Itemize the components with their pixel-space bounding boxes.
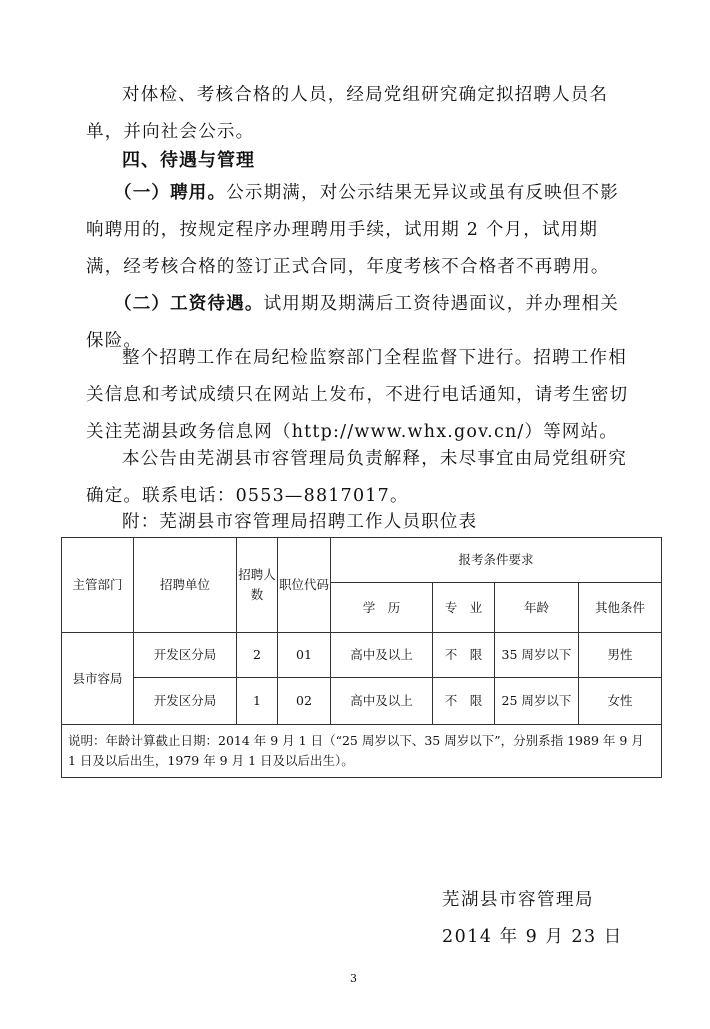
code-cell: 02: [278, 678, 331, 725]
page-number: 3: [350, 972, 357, 985]
age-cell: 35 周岁以下: [495, 633, 579, 678]
table-row: [62, 633, 662, 678]
paragraph-salary: （二）工资待遇。试用期及期满后工资待遇面议，并办理相关保险。: [86, 294, 619, 351]
signature-org: 芜湖县市容管理局: [442, 890, 594, 910]
other-cell: 女性: [579, 678, 662, 725]
code-cell: 01: [278, 633, 331, 678]
table-note: 说明：年龄计算截止日期：2014 年 9 月 1 日（“25 周岁以下、35 周岁以下”，分别系指 1989 年 9 月 1 日及以后出生，1979 年 9 月 1 日及以后出生）。: [62, 725, 662, 778]
paragraph-employment: （一）聘用。公示期满，对公示结果无异议或虽有反映但不影响聘用的，按规定程序办理聘用手续，试用期 2 个月，试用期满，经考核合格的签订正式合同，年度考核不合格者不再聘用。: [86, 183, 619, 277]
paragraph-interpretation: 本公告由芜湖县市容管理局负责解释，未尽事宜由局党组研究确定。联系电话：0553—8817017。: [86, 449, 627, 506]
age-cell: 25 周岁以下: [495, 678, 579, 725]
major-cell: 不 限: [433, 678, 495, 725]
table-row: [62, 678, 662, 725]
header-dept: 主管部门: [62, 538, 134, 633]
count-cell: 1: [237, 678, 278, 725]
signature-date: 2014 年 9 月 23 日: [442, 927, 623, 947]
header-unit: 招聘单位: [134, 538, 237, 633]
other-cell: 男性: [579, 633, 662, 678]
count-cell: 2: [237, 633, 278, 678]
dept-cell: 县市容局: [62, 633, 134, 725]
employment-label: （一）聘用。: [114, 183, 227, 203]
header-requirements: 报考条件要求: [331, 538, 662, 583]
header-code: 职位代码: [278, 538, 331, 633]
major-cell: 不 限: [433, 633, 495, 678]
paragraph-supervision: 整个招聘工作在局纪检监察部门全程监督下进行。招聘工作相关信息和考试成绩只在网站上发布，不进行电话通知，请考生密切关注芜湖县政务信息网（http://www.whx.gov.cn/）等网站。: [86, 348, 629, 442]
header-major: 专 业: [433, 583, 495, 633]
header-count: 招聘人数: [237, 538, 278, 633]
positions-table: [61, 537, 662, 778]
unit-cell: 开发区分局: [134, 633, 237, 678]
header-education: 学 历: [331, 583, 433, 633]
section-heading-benefits: 四、待遇与管理: [122, 150, 255, 171]
header-other: 其他条件: [579, 583, 662, 633]
education-cell: 高中及以上: [331, 678, 433, 725]
paragraph-publicity: 对体检、考核合格的人员，经局党组研究确定拟招聘人员名单，并向社会公示。: [86, 85, 609, 142]
header-age: 年龄: [495, 583, 579, 633]
attachment-title: 附：芜湖县市容管理局招聘工作人员职位表: [122, 512, 478, 532]
unit-cell: 开发区分局: [134, 678, 237, 725]
education-cell: 高中及以上: [331, 633, 433, 678]
salary-label: （二）工资待遇。: [114, 294, 264, 314]
